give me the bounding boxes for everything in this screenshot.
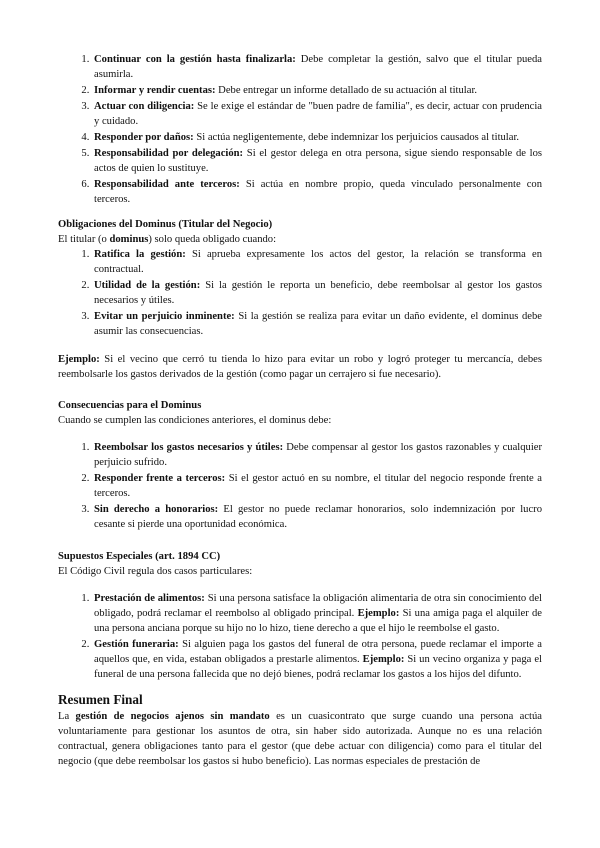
- consequences-list: [58, 440, 542, 532]
- list-item: 2. Gestión funeraria: Si alguien paga los gastos del funeral de otra persona, puede reclamar el importe a aquellos que, en vida, estaban obligados a prestarle alimentos. Ejemplo: Si un vecino organiza y paga el funeral de una persona fallecida que no dejó bienes, podrá reclamar los gastos a los hijos del difunto.: [92, 637, 542, 682]
- summary-paragraph: La gestión de negocios ajenos sin mandato es un cuasicontrato que surge cuando una persona actúa voluntariamente para gestionar los asuntos de otra, sin haber sido autorizada. Aunque no es una relación contractual, genera obligaciones tanto para el gestor (que debe actuar con diligencia) como para el titular del negocio (que debe reembolsar los gastos si hubo beneficio). Las normas especiales de prestación de: [58, 711, 542, 767]
- dominus-heading: Obligaciones del Dominus (Titular del Negocio): [58, 219, 273, 230]
- special-cases-list: [58, 591, 542, 682]
- consequences-intro: Cuando se cumplen las condiciones anteriores, el dominus debe:: [58, 415, 332, 426]
- list-item: 1. Reembolsar los gastos necesarios y útiles: Debe compensar al gestor los gastos razonables y cualquier perjuicio sufrido.: [92, 440, 542, 470]
- list-item: 4. Responder por daños: Si actúa negligentemente, debe indemnizar los perjuicios causados al titular.: [92, 130, 542, 145]
- special-cases-intro: El Código Civil regula dos casos particulares:: [58, 566, 253, 577]
- list-item: 5. Responsabilidad por delegación: Si el gestor delega en otra persona, sigue siendo responsable de los actos de quien lo sustituye.: [92, 146, 542, 176]
- dominus-example: Ejemplo: Si el vecino que cerró tu tienda lo hizo para evitar un robo y logró proteger tu mercancía, debes reembolsarle los gastos derivados de la gestión (como pagar un cerrajero si fue necesario).: [58, 354, 542, 380]
- list-item: 3. Actuar con diligencia: Se le exige el estándar de "buen padre de familia", es decir, actuar con prudencia y cuidado.: [92, 99, 542, 129]
- list-item: 2. Informar y rendir cuentas: Debe entregar un informe detallado de su actuación al titular.: [92, 83, 542, 98]
- gestor-obligations-list: [58, 52, 542, 207]
- list-item: 1. Ratifica la gestión: Si aprueba expresamente los actos del gestor, la relación se transforma en contractual.: [92, 247, 542, 277]
- summary-heading: Resumen Final: [58, 692, 143, 707]
- dominus-conditions-list: [58, 247, 542, 339]
- list-item: 2. Utilidad de la gestión: Si la gestión le reporta un beneficio, debe reembolsar al gestor los gastos necesarios y útiles.: [92, 278, 542, 308]
- consequences-heading: Consecuencias para el Dominus: [58, 400, 202, 411]
- list-item: 3. Sin derecho a honorarios: El gestor no puede reclamar honorarios, solo indemnización por lucro cesante si pierde una oportunidad económica.: [92, 502, 542, 532]
- list-item: 6. Responsabilidad ante terceros: Si actúa en nombre propio, queda vinculado personalmente con terceros.: [92, 177, 542, 207]
- list-item: 3. Evitar un perjuicio inminente: Si la gestión se realiza para evitar un daño evidente, el dominus debe asumir las consecuencias.: [92, 309, 542, 339]
- special-cases-heading: Supuestos Especiales (art. 1894 CC): [58, 551, 221, 562]
- list-item: 2. Responder frente a terceros: Si el gestor actuó en su nombre, el titular del negocio responde frente a terceros.: [92, 471, 542, 501]
- dominus-intro: El titular (o dominus) solo queda obligado cuando:: [58, 234, 277, 245]
- list-item: 1. Prestación de alimentos: Si una persona satisface la obligación alimentaria de otra sin conocimiento del obligado, podrá reclamar el reembolso al obligado principal. Ejemplo: Si una amiga paga el alquiler de una persona anciana porque su hijo no lo hizo, tiene derecho a que el hijo le reembolse el gasto.: [92, 591, 542, 636]
- list-item: 1. Continuar con la gestión hasta finalizarla: Debe completar la gestión, salvo que el titular pueda asumirla.: [92, 52, 542, 82]
